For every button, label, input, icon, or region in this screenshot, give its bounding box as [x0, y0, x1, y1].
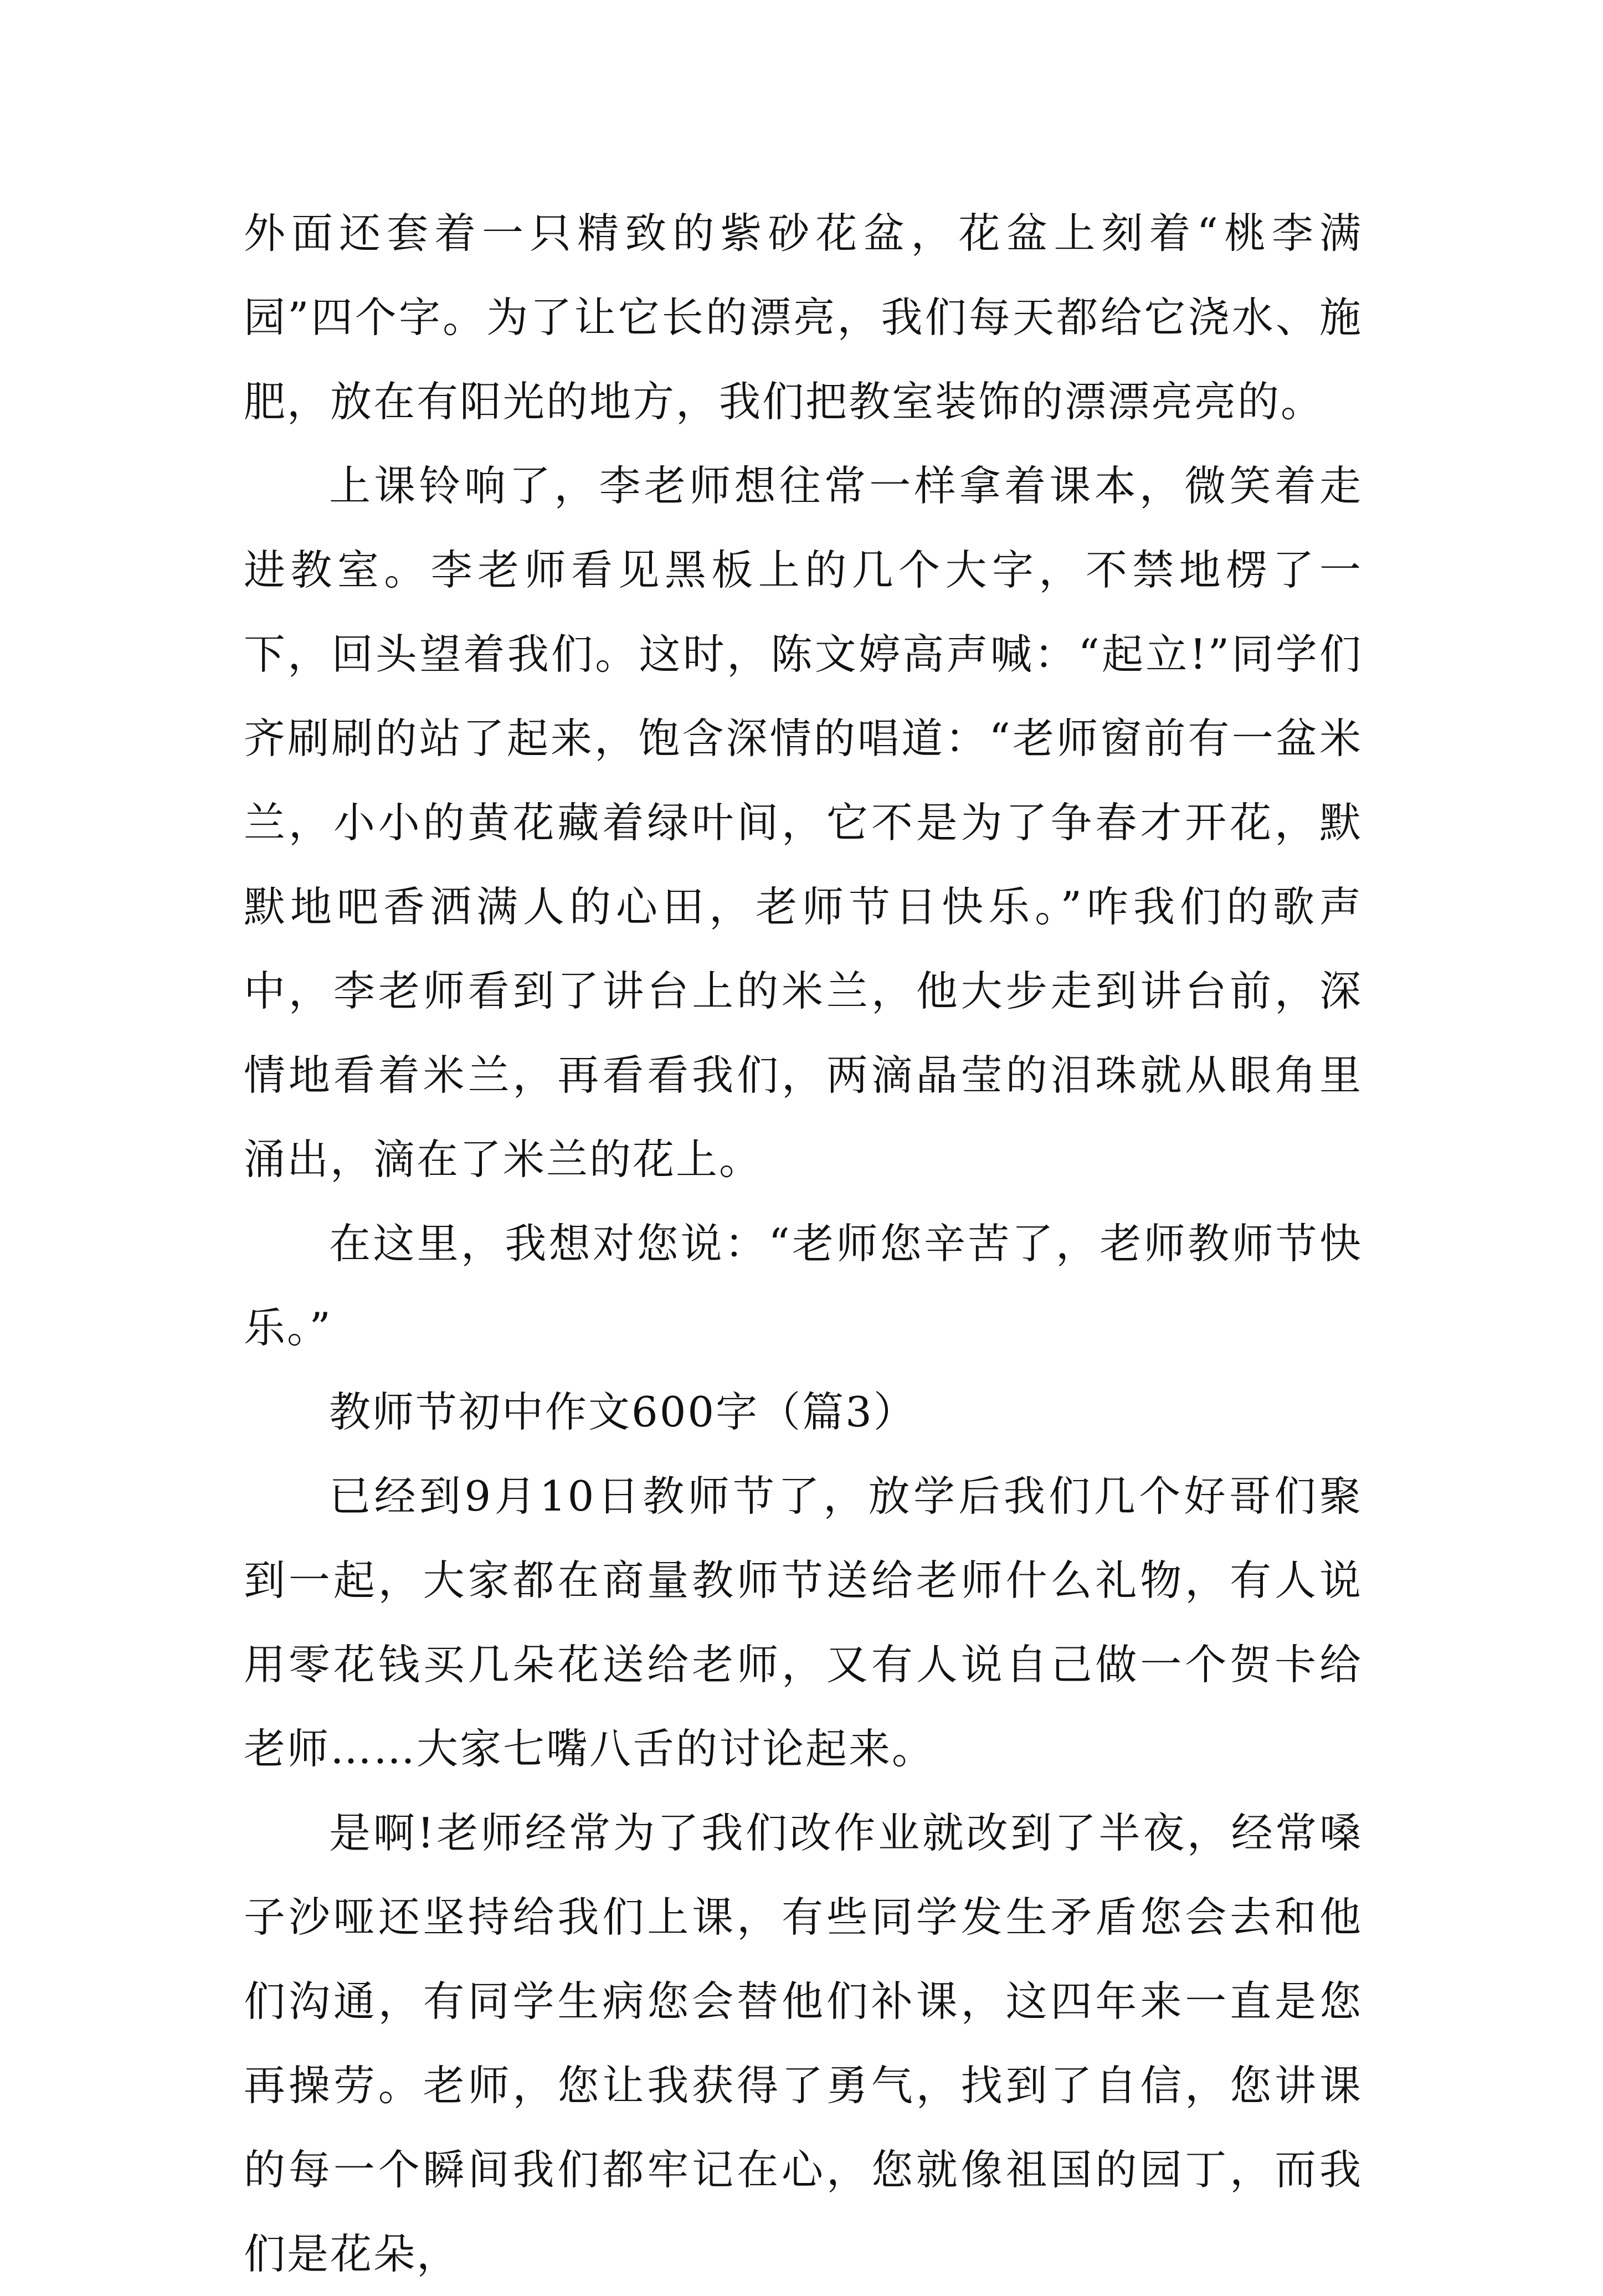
paragraph-teachers-day: 已经到9月10日教师节了，放学后我们几个好哥们聚到一起，大家都在商量教师节送给老师什么礼物，有人说用零花钱买几朵花送给老师，又有人说自己做一个贺卡给老师……大家七嘴八舌的讨论起来。	[244, 1472, 1363, 1773]
paragraph-class-bell: 上课铃响了，李老师想往常一样拿着课本，微笑着走进教室。李老师看见黑板上的几个大字，不禁地楞了一下，回头望着我们。这时，陈文婷高声喊：“起立!”同学们齐刷刷的站了起来，饱含深情的唱道：“老师窗前有一盆米兰，小小的黄花藏着绿叶间，它不是为了争春才开花，默默地吧香洒满人的心田，老师节日快乐。”咋我们的歌声中，李老师看到了讲台上的米兰，他大步走到讲台前，深情地看着米兰，再看看我们，两滴晶莹的泪珠就从眼角里涌出，滴在了米兰的花上。	[244, 461, 1363, 1184]
section-heading: 教师节初中作文600字（篇3）	[329, 1388, 917, 1436]
paragraph-teacher-effort: 是啊!老师经常为了我们改作业就改到了半夜，经常嗓子沙哑还坚持给我们上课，有些同学发生矛盾您会去和他们沟通，有同学生病您会替他们补课，这四年来一直是您再操劳。老师，您让我获得了勇气，找到了自信，您讲课的每一个瞬间我们都牢记在心，您就像祖国的园丁，而我们是花朵，	[244, 1809, 1363, 2278]
paragraph-thanks: 在这里，我想对您说：“老师您辛苦了，老师教师节快乐。”	[244, 1219, 1363, 1352]
paragraph-continuation: 外面还套着一只精致的紫砂花盆，花盆上刻着“桃李满园”四个字。为了让它长的漂亮，我们每天都给它浇水、施肥，放在有阳光的地方，我们把教室装饰的漂漂亮亮的。	[244, 209, 1363, 426]
document-body	[244, 191, 1363, 2296]
